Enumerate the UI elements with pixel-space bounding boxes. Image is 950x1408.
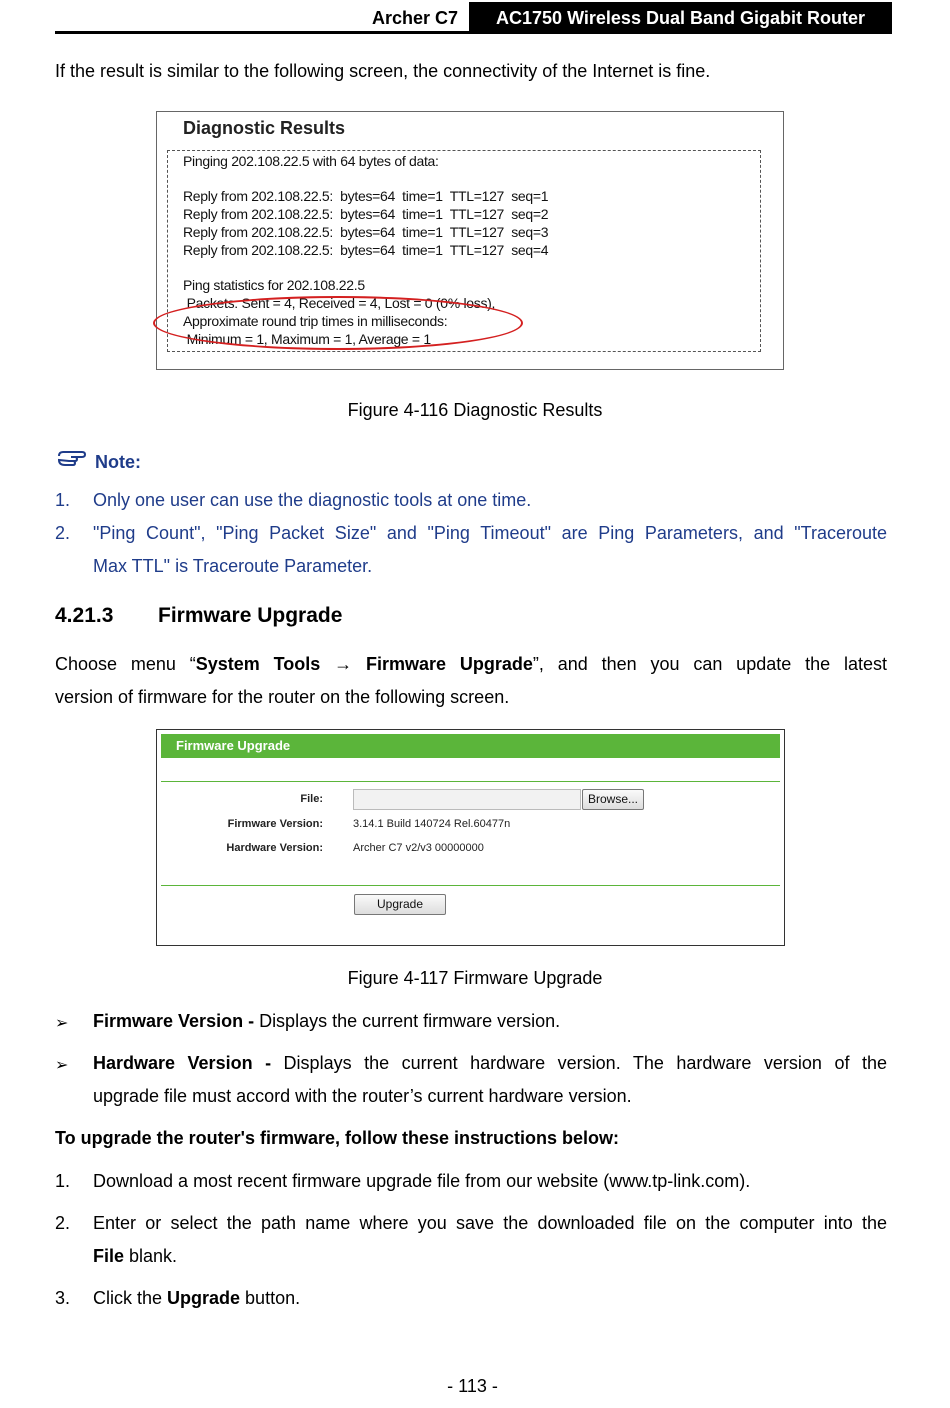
ping-line: Pinging 202.108.22.5 with 64 bytes of data: xyxy=(183,153,439,169)
definition-term: Hardware Version - xyxy=(93,1053,272,1073)
header-rule xyxy=(55,31,892,34)
step-text: Enter or select the path name where you save the downloaded file on the computer into the xyxy=(93,1213,887,1233)
menu-arrow: → xyxy=(334,654,353,674)
step-prefix: Click the xyxy=(93,1288,168,1308)
bullet-arrow-icon: ➢ xyxy=(55,1015,69,1032)
definition-term: Firmware Version - xyxy=(93,1011,255,1031)
ping-statistics-line: Ping statistics for 202.108.22.5 xyxy=(183,277,365,293)
file-input[interactable] xyxy=(353,789,581,810)
step-bold-upgrade: Upgrade xyxy=(167,1288,241,1308)
step-bold-file: File xyxy=(93,1246,125,1266)
step-number: 3. xyxy=(55,1288,71,1308)
firmware-panel-title: Firmware Upgrade xyxy=(161,734,780,758)
step-text-continued xyxy=(93,1240,177,1273)
note-item-continued: Max TTL" is Traceroute Parameter. xyxy=(93,556,373,576)
round-trip-line: Approximate round trip times in milliseconds: xyxy=(183,313,448,329)
divider xyxy=(161,885,780,886)
diagnostic-title: Diagnostic Results xyxy=(183,118,346,138)
section-number: 4.21.3 xyxy=(55,604,114,627)
section-title: Firmware Upgrade xyxy=(158,604,343,627)
pointing-hand-icon xyxy=(57,448,87,473)
definition-desc: Displays the current firmware version. xyxy=(254,1011,561,1031)
firmware-upgrade-figure xyxy=(156,729,785,946)
reply-line: Reply from 202.108.22.5: bytes=64 time=1 TTL=127 seq=2 xyxy=(183,206,549,222)
intro-paragraph: If the result is similar to the following screen, the connectivity of the Internet is fine. xyxy=(55,61,711,81)
definition-desc-continued: upgrade file must accord with the router’s current hardware version. xyxy=(93,1086,632,1106)
figure-caption: Figure 4-116 Diagnostic Results xyxy=(347,400,603,420)
page-number: - 113 - xyxy=(447,1376,498,1396)
step-text: Download a most recent firmware upgrade file from our website (www.tp-link.com). xyxy=(93,1171,751,1191)
choose-menu-suffix: ”, and then you can update the latest xyxy=(532,654,887,674)
instructions-heading: To upgrade the router's firmware, follow these instructions below: xyxy=(55,1128,620,1148)
firmware-version-label: Firmware Version: xyxy=(227,818,323,830)
hardware-version-label: Hardware Version: xyxy=(226,842,323,854)
definition-hardware-version xyxy=(93,1047,887,1080)
reply-line: Reply from 202.108.22.5: bytes=64 time=1 TTL=127 seq=3 xyxy=(183,224,549,240)
note-number: 2. xyxy=(55,523,71,543)
divider xyxy=(161,781,780,782)
firmware-version-value: 3.14.1 Build 140724 Rel.60477n xyxy=(353,818,511,830)
diagnostic-results-figure xyxy=(156,111,784,370)
note-item: "Ping Count", "Ping Packet Size" and "Ping Timeout" are Ping Parameters, and "Traceroute xyxy=(93,523,887,543)
note-label: Note: xyxy=(95,452,141,472)
header-model: Archer C7 xyxy=(371,8,458,28)
choose-menu-line2: version of firmware for the router on the following screen. xyxy=(55,687,510,707)
menu-firmware-upgrade: Firmware Upgrade xyxy=(365,654,533,674)
reply-line: Reply from 202.108.22.5: bytes=64 time=1 TTL=127 seq=1 xyxy=(183,188,549,204)
bullet-arrow-icon: ➢ xyxy=(55,1057,69,1074)
menu-system-tools: System Tools xyxy=(195,654,321,674)
min-max-avg-line: Minimum = 1, Maximum = 1, Average = 1 xyxy=(183,331,431,347)
step-number: 1. xyxy=(55,1171,71,1191)
definition-desc: Displays the current hardware version. The hardware version of the xyxy=(271,1053,887,1073)
step-suffix: button. xyxy=(240,1288,301,1308)
header-product-title: AC1750 Wireless Dual Band Gigabit Router xyxy=(469,2,892,33)
packets-line: Packets: Sent = 4, Received = 4, Lost = 0 (0% loss), xyxy=(183,295,496,311)
definition-firmware-version xyxy=(93,1005,560,1038)
step-suffix: blank. xyxy=(124,1246,178,1266)
file-label: File: xyxy=(300,793,323,805)
highlight-oval xyxy=(153,296,523,350)
hardware-version-value: Archer C7 v2/v3 00000000 xyxy=(353,842,484,854)
figure-caption: Figure 4-117 Firmware Upgrade xyxy=(347,968,603,988)
step-number: 2. xyxy=(55,1213,71,1233)
browse-button[interactable]: Browse... xyxy=(582,789,644,810)
note-item: Only one user can use the diagnostic tools at one time. xyxy=(93,490,532,510)
choose-menu-prefix: Choose menu “ xyxy=(55,654,196,674)
note-number: 1. xyxy=(55,490,71,510)
choose-menu-line xyxy=(55,648,887,681)
step-text xyxy=(93,1282,300,1315)
reply-line: Reply from 202.108.22.5: bytes=64 time=1 TTL=127 seq=4 xyxy=(183,242,549,258)
upgrade-button[interactable]: Upgrade xyxy=(354,894,446,915)
